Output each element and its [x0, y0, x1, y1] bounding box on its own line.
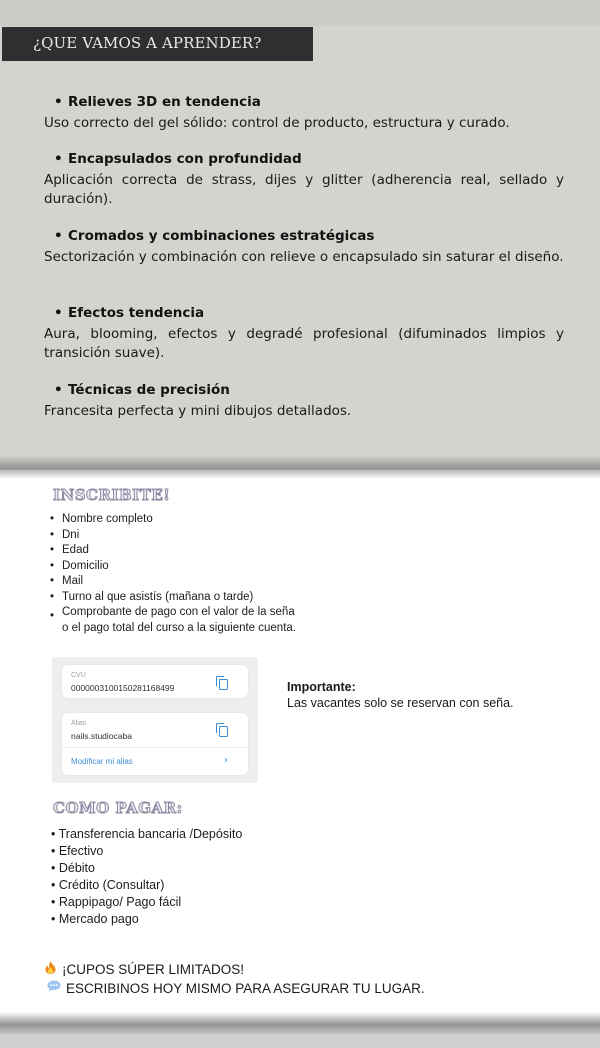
chevron-right-icon[interactable]: ›	[224, 755, 228, 766]
learn-item-heading: Cromados y combinaciones estratégicas	[68, 228, 375, 244]
list-item: • Dni	[50, 528, 80, 541]
list-item: • Crédito (Consultar)	[51, 878, 165, 892]
cvu-value: 0000003100150281168499	[71, 683, 175, 693]
learn-item-heading: Efectos tendencia	[68, 305, 205, 321]
divider	[62, 747, 248, 748]
alias-label: Alias	[71, 720, 87, 727]
learn-item-description: Aura, blooming, efectos y degradé profesional (difuminados limpios y transición suave).	[44, 326, 564, 361]
bullet: •	[54, 305, 63, 321]
learn-item	[44, 305, 564, 363]
inscribite-title: INSCRIBITE!	[53, 486, 171, 504]
important-heading: Importante:	[287, 680, 356, 694]
inscribite-list	[50, 512, 296, 636]
section-title: ¿QUE VAMOS A APRENDER?	[33, 34, 262, 52]
learn-item	[44, 382, 564, 421]
bottom-strip	[0, 1034, 600, 1048]
cvu-card	[62, 665, 248, 698]
bullet: •	[54, 151, 63, 167]
cta-limited-spots: ¡CUPOS SÚPER LIMITADOS!	[62, 962, 245, 977]
list-item: • Mercado pago	[51, 912, 139, 926]
learn-section	[0, 0, 600, 470]
list-item: • Comprobante de pago con el valor de la seña o el pago total del curso a la siguiente cuenta.	[50, 606, 296, 634]
fire-icon	[45, 961, 56, 974]
learn-item-heading: Técnicas de precisión	[68, 382, 230, 398]
speech-bubble-icon	[47, 980, 61, 992]
account-card	[52, 657, 258, 783]
list-item: • Efectivo	[51, 844, 104, 858]
alias-card	[62, 713, 248, 775]
list-item: • Nombre completo	[50, 513, 153, 525]
bullet: •	[54, 228, 63, 244]
alias-value: nails.studiocaba	[71, 731, 132, 741]
learn-item	[44, 94, 564, 133]
learn-item	[44, 228, 564, 267]
learn-item-description: Sectorización y combinación con relieve o encapsulado sin saturar el diseño.	[44, 249, 564, 265]
important-text: Las vacantes solo se reservan con seña.	[287, 696, 514, 710]
list-item: • Domicilio	[50, 559, 109, 572]
modify-alias-link[interactable]: Modificar mi alias	[71, 757, 133, 766]
payment-title: COMO PAGAR:	[53, 799, 183, 817]
list-item: • Edad	[50, 544, 89, 556]
learn-item-heading: Encapsulados con profundidad	[68, 151, 302, 167]
learn-item	[44, 151, 564, 209]
learn-item-description: Uso correcto del gel sólido: control de producto, estructura y curado.	[44, 115, 510, 131]
bullet: •	[54, 382, 63, 398]
top-strip	[0, 0, 600, 26]
copy-icon[interactable]	[219, 726, 228, 737]
bullet: •	[54, 94, 63, 110]
section-title-bar	[2, 27, 313, 61]
list-item: • Transferencia bancaria /Depósito	[51, 827, 243, 841]
list-item: • Turno al que asistís (mañana o tarde)	[50, 590, 254, 603]
payment-methods-list	[51, 826, 242, 928]
learn-item-description: Francesita perfecta y mini dibujos detallados.	[44, 403, 352, 419]
cvu-label: CVU	[71, 672, 86, 679]
section-divider-shadow	[0, 455, 600, 479]
learn-item-heading: Relieves 3D en tendencia	[68, 94, 261, 110]
copy-icon[interactable]	[219, 679, 228, 690]
list-item: • Rappipago/ Pago fácil	[51, 895, 182, 909]
cta-write-us: ESCRIBINOS HOY MISMO PARA ASEGURAR TU LUGAR.	[66, 981, 425, 996]
learn-item-description: Aplicación correcta de strass, dijes y glitter (adherencia real, sellado y duración).	[44, 172, 564, 207]
list-item: • Débito	[51, 861, 95, 875]
list-item: • Mail	[50, 575, 84, 587]
